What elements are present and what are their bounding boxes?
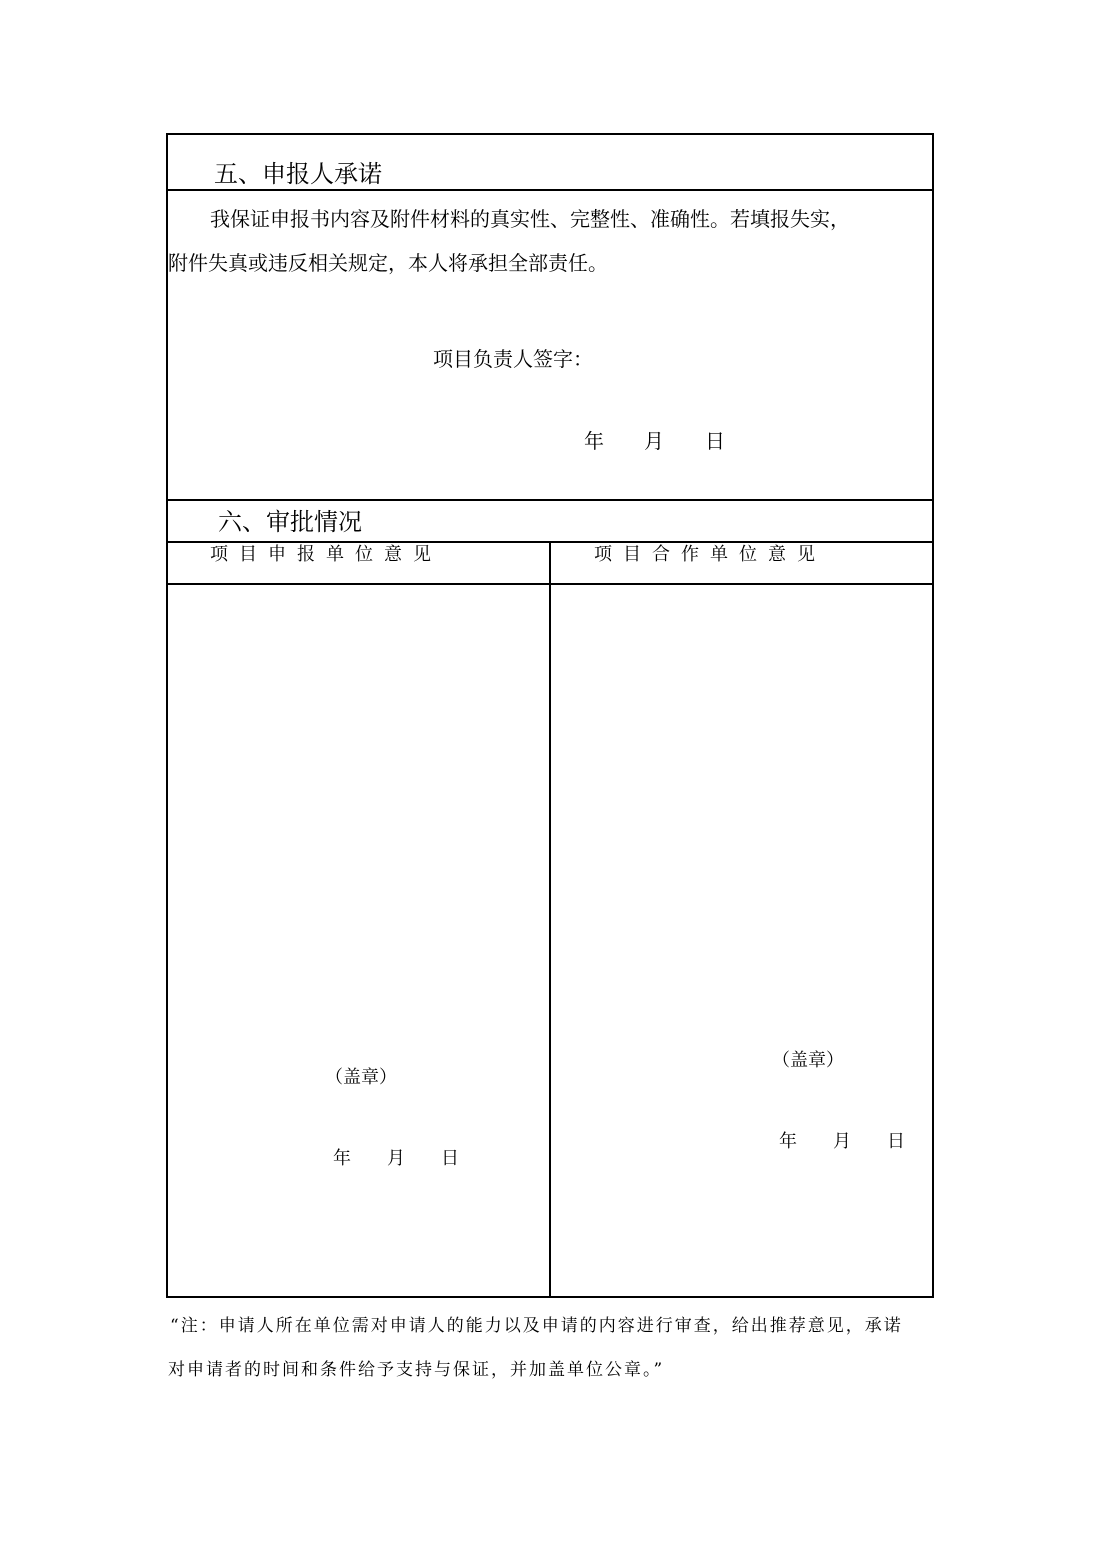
left-column-header: 项目申报单位意见 xyxy=(210,544,442,565)
right-column-header: 项目合作单位意见 xyxy=(594,544,826,565)
section5-date-year: 年 xyxy=(584,429,604,453)
signature-label: 项目负责人签字： xyxy=(433,347,593,371)
section6-title: 六、审批情况 xyxy=(218,508,362,536)
section5-date-day: 日 xyxy=(705,429,725,453)
left-date-month: 月 xyxy=(387,1148,405,1169)
pledge-line-2: 附件失真或违反相关规定，本人将承担全部责任。 xyxy=(168,251,608,275)
left-seal: （盖章） xyxy=(325,1067,397,1088)
right-date-day: 日 xyxy=(887,1131,905,1152)
divider-section5-header xyxy=(166,189,934,191)
footnote-line-2: 对申请者的时间和条件给予支持与保证，并加盖单位公章。” xyxy=(168,1360,665,1380)
right-date-month: 月 xyxy=(833,1131,851,1152)
section5-title: 五、申报人承诺 xyxy=(214,160,382,188)
divider-columns xyxy=(549,541,551,1298)
right-seal: （盖章） xyxy=(772,1050,844,1071)
left-date-year: 年 xyxy=(333,1148,351,1169)
pledge-line-1: 我保证申报书内容及附件材料的真实性、完整性、准确性。若填报失实， xyxy=(210,207,850,231)
left-date-day: 日 xyxy=(441,1148,459,1169)
footnote-line-1: “注：申请人所在单位需对申请人的能力以及申请的内容进行审查，给出推荐意见，承诺 xyxy=(170,1316,903,1336)
right-date-year: 年 xyxy=(779,1131,797,1152)
divider-section6-start xyxy=(166,499,934,501)
section5-date-month: 月 xyxy=(644,429,664,453)
